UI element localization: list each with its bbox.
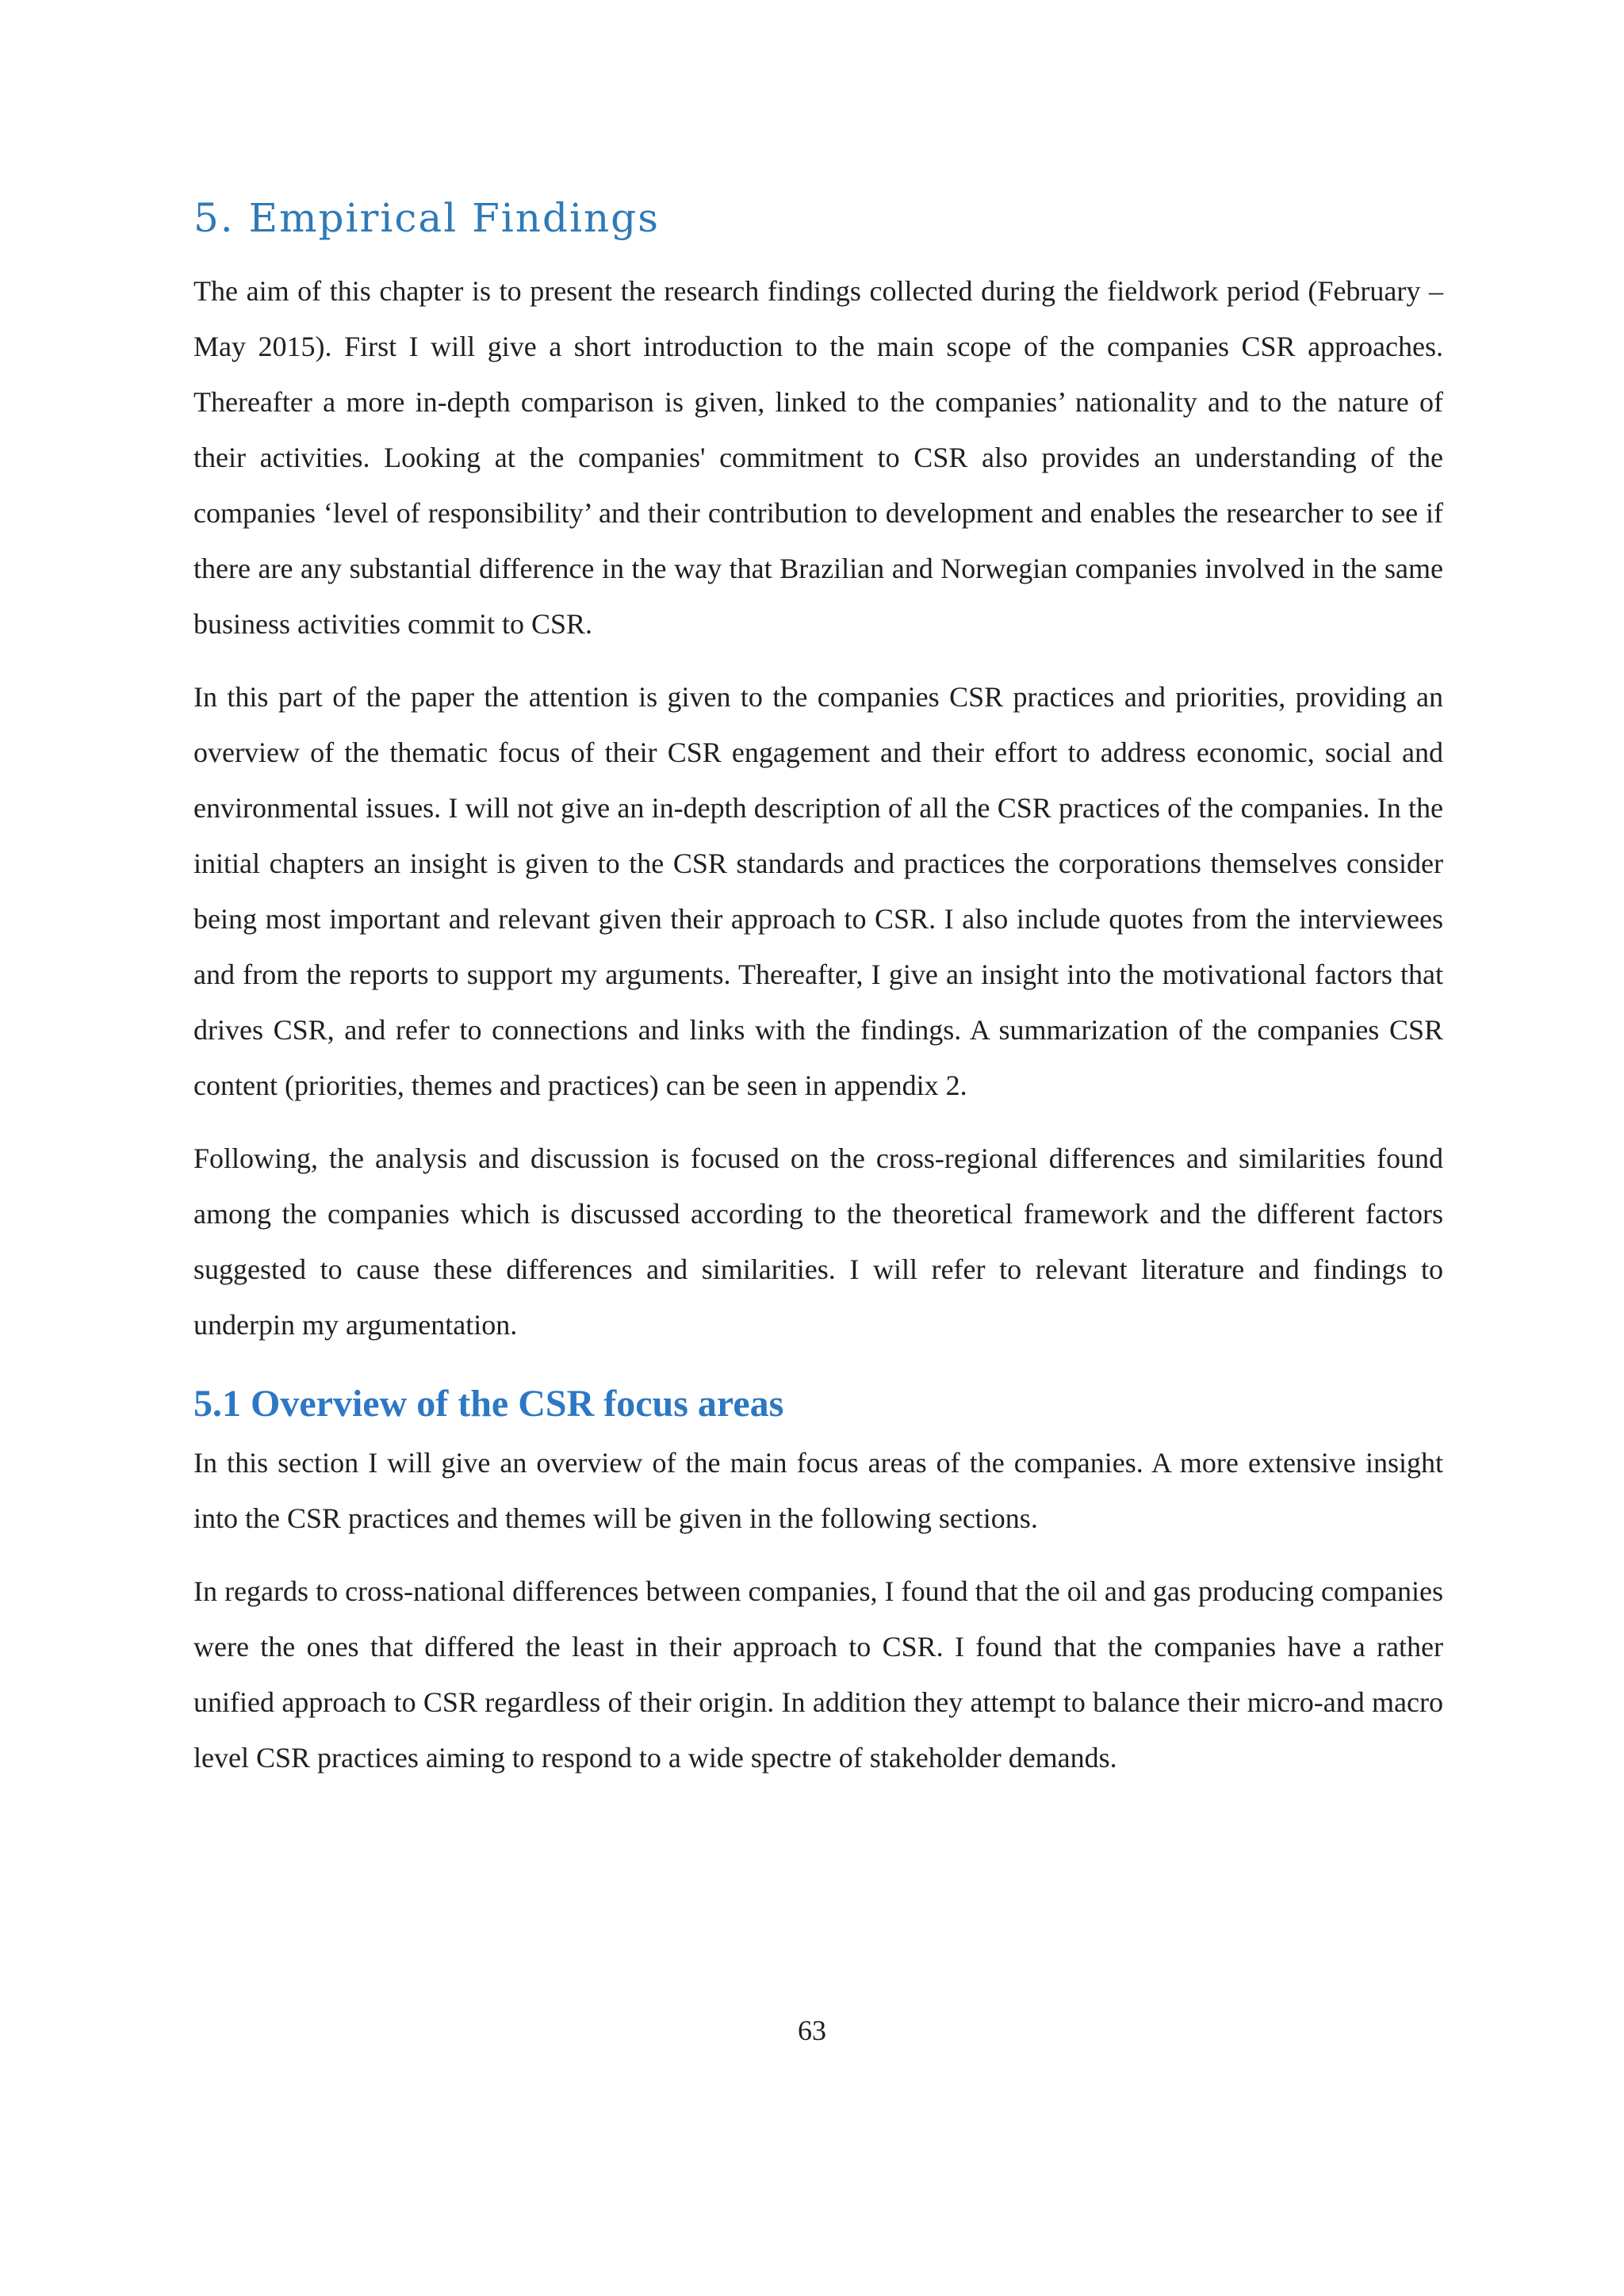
- intro-paragraph-3: Following, the analysis and discussion is focused on the cross-regional differences and similarities found among the companies which is discussed according to the theoretical framework and the different factors suggested to cause these differences and similarities. I will refer to relevant literature and findings to underpin my argumentation.: [193, 1142, 1443, 1341]
- section-title: 5.1 Overview of the CSR focus areas: [193, 1383, 784, 1425]
- chapter-title: 5. Empirical Findings: [193, 195, 660, 241]
- intro-paragraph-2: In this part of the paper the attention is given to the companies CSR practices and priorities, providing an overview of the thematic focus of their CSR engagement and their effort to address economic, social and environmental issues. I will not give an in-depth description of all the CSR practices of the companies. In the initial chapters an insight is given to the CSR standards and practices the corporations themselves consider being most important and relevant given their approach to CSR. I also include quotes from the interviewees and from the reports to support my arguments. Thereafter, I give an insight into the motivational factors that drives CSR, and refer to connections and links with the findings. A summarization of the companies CSR content (priorities, themes and practices) can be seen in appendix 2.: [193, 681, 1443, 1101]
- page-number: 63: [798, 2015, 826, 2046]
- page-content: [193, 190, 1443, 1803]
- section-paragraph-2: In regards to cross-national differences between companies, I found that the oil and gas producing companies were the ones that differed the least in their approach to CSR. I found that the companies have a rather unified approach to CSR regardless of their origin. In addition they attempt to balance their micro-and macro level CSR practices aiming to respond to a wide spectre of stakeholder demands.: [193, 1575, 1443, 1774]
- section-paragraph-1: In this section I will give an overview of the main focus areas of the companies. A more extensive insight into the CSR practices and themes will be given in the following sections.: [193, 1447, 1443, 1534]
- intro-paragraph-1: The aim of this chapter is to present the research findings collected during the fieldwork period (February – May 2015). First I will give a short introduction to the main scope of the companies CSR approaches. Thereafter a more in-depth comparison is given, linked to the companies’ nationality and to the nature of their activities. Looking at the companies' commitment to CSR also provides an understanding of the companies ‘level of responsibility’ and their contribution to development and enables the researcher to see if there are any substantial difference in the way that Brazilian and Norwegian companies involved in the same business activities commit to CSR.: [193, 275, 1443, 640]
